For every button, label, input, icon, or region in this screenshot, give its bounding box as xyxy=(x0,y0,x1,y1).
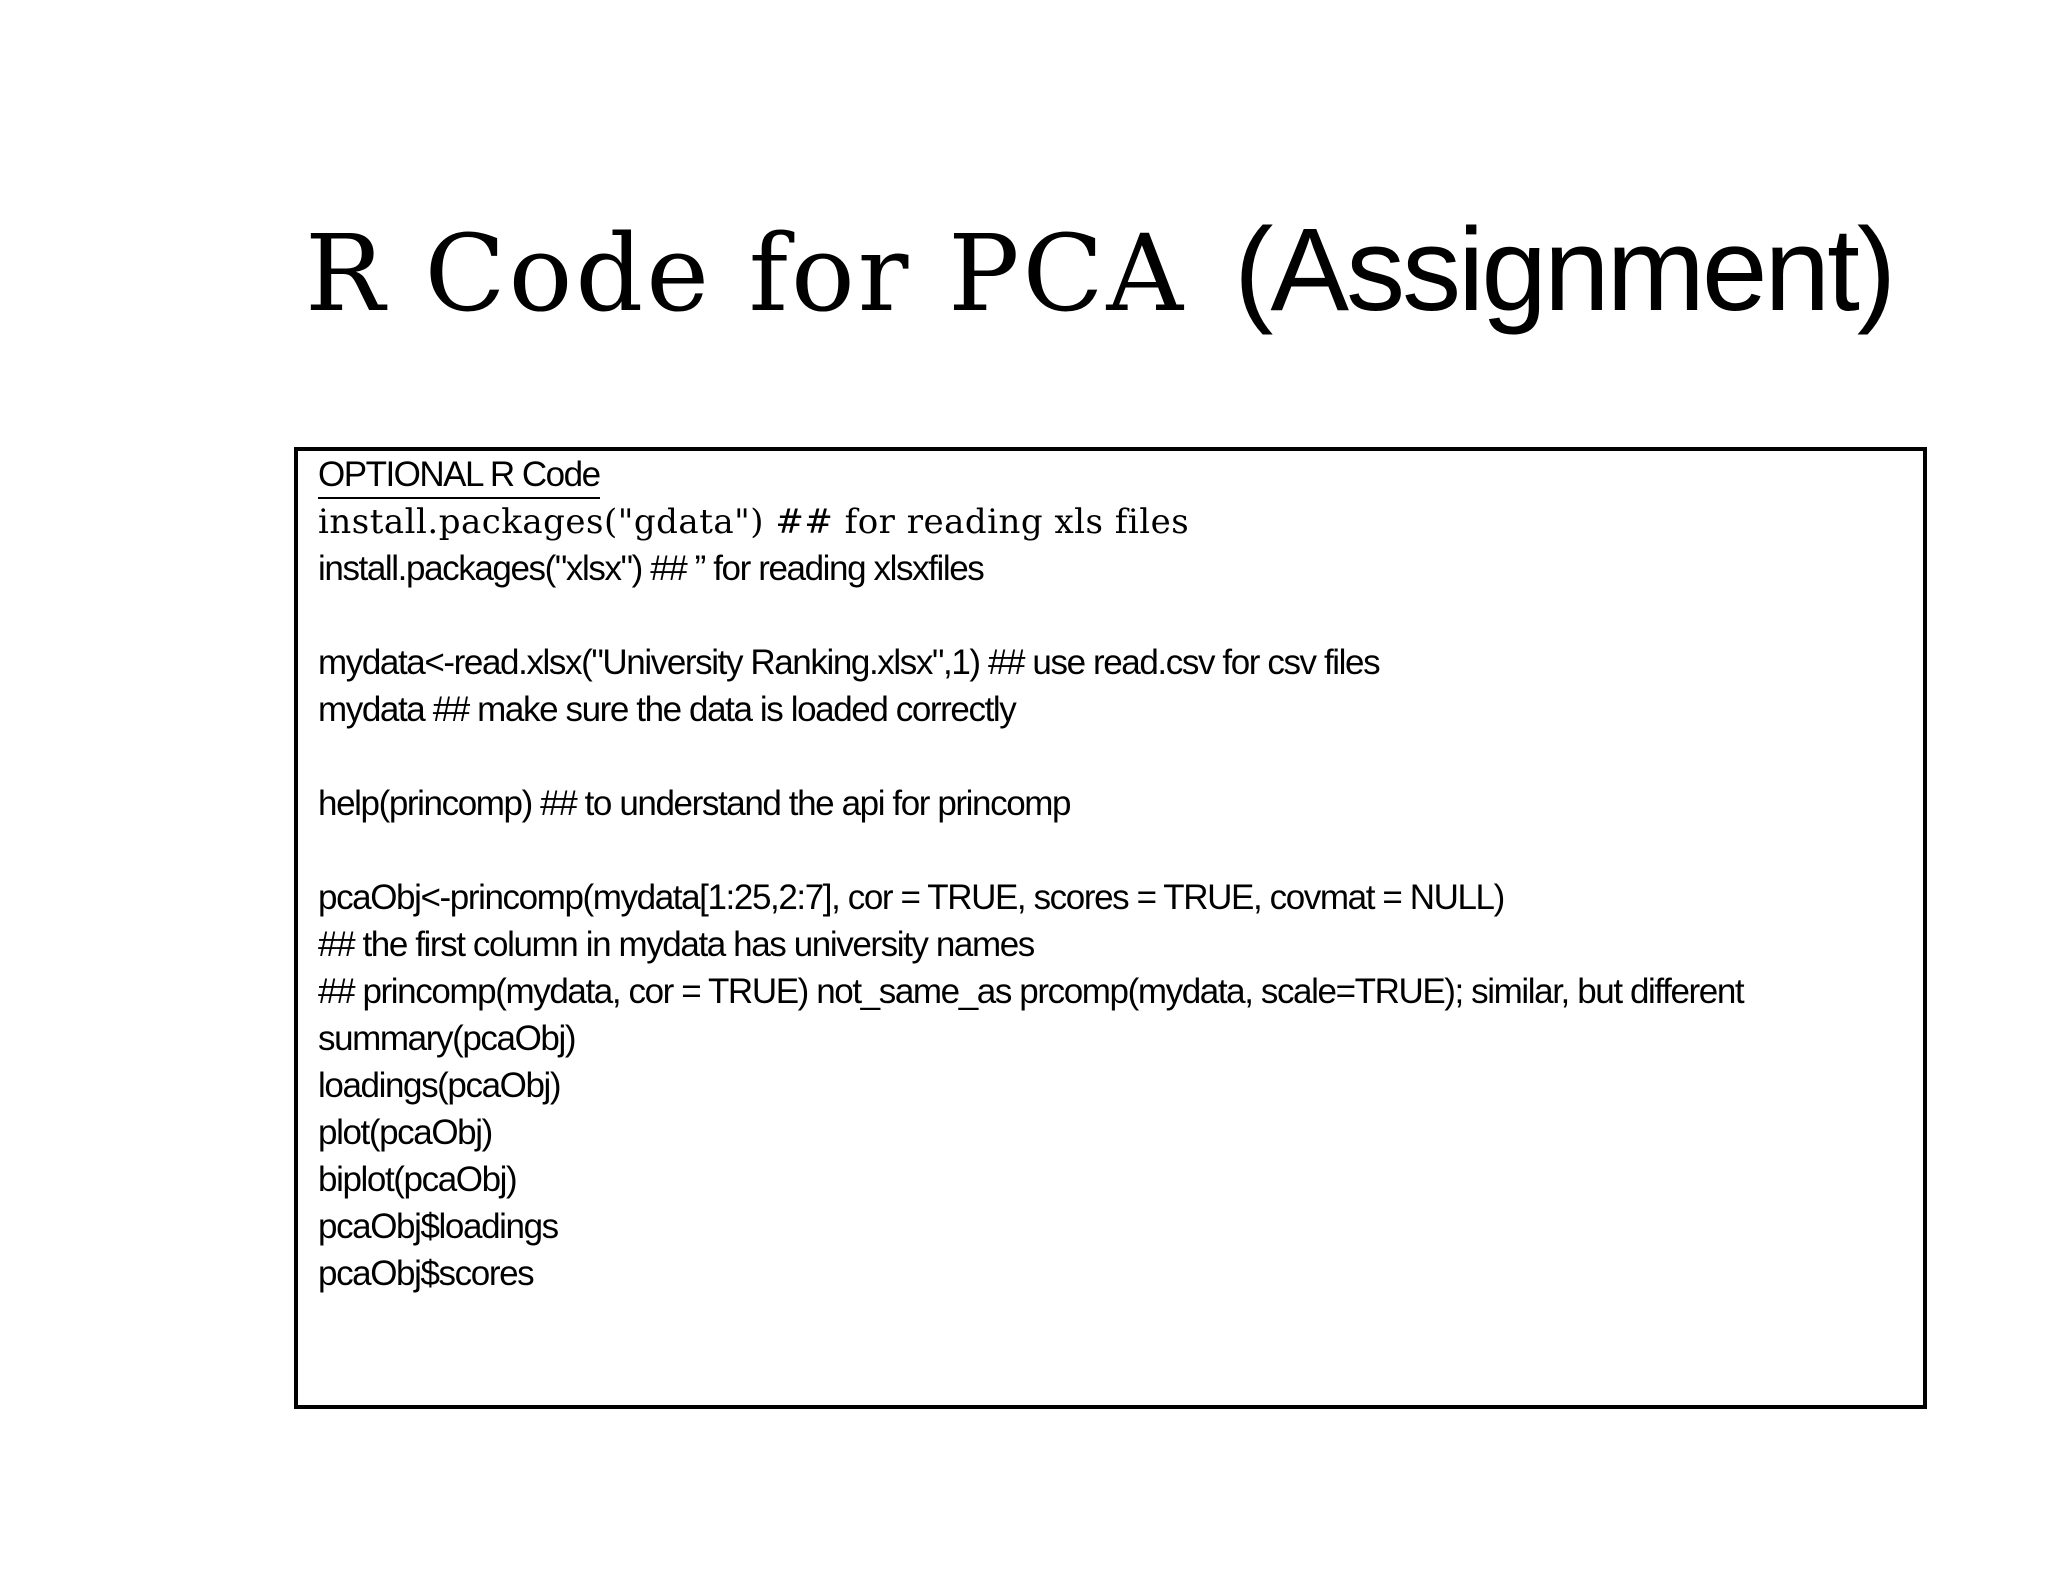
code-line: ## the first column in mydata has university names xyxy=(318,925,1034,964)
code-line: ## princomp(mydata, cor = TRUE) not_same_as prcomp(mydata, scale=TRUE); similar, but different xyxy=(318,972,1744,1011)
code-line: biplot(pcaObj) xyxy=(318,1160,517,1199)
code-line: help(princomp) ## to understand the api for princomp xyxy=(318,784,1071,823)
code-line: summary(pcaObj) xyxy=(318,1019,576,1058)
title-main: R Code for PCA xyxy=(305,212,1187,335)
code-line: mydata ## make sure the data is loaded correctly xyxy=(318,690,1016,729)
code-line: plot(pcaObj) xyxy=(318,1113,492,1152)
code-box-heading: OPTIONAL R Code xyxy=(318,453,600,499)
code-line: mydata<-read.xlsx("University Ranking.xlsx",1) ## use read.csv for csv files xyxy=(318,643,1380,682)
code-line: install.packages("xlsx") ## ” for reading xlsxfiles xyxy=(318,549,984,588)
code-line: loadings(pcaObj) xyxy=(318,1066,561,1105)
code-box xyxy=(294,447,1927,1409)
blank-line xyxy=(318,733,1923,780)
code-lines xyxy=(318,499,1923,1297)
code-line: install.packages("gdata") ## for reading xls files xyxy=(318,502,1190,542)
code-line: pcaObj<-princomp(mydata[1:25,2:7], cor = TRUE, scores = TRUE, covmat = NULL) xyxy=(318,878,1504,917)
title-suffix: (Assignment) xyxy=(1234,204,1894,336)
code-line: pcaObj$scores xyxy=(318,1254,534,1293)
slide-title xyxy=(305,200,1893,340)
code-line: pcaObj$loadings xyxy=(318,1207,558,1246)
blank-line xyxy=(318,592,1923,639)
blank-line xyxy=(318,827,1923,874)
